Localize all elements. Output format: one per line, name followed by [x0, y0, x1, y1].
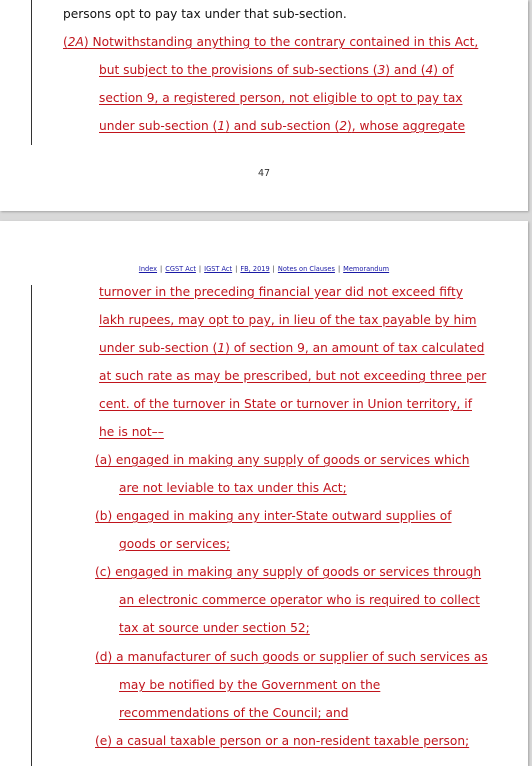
text-line: persons opt to pay tax under that sub-section. — [63, 7, 347, 21]
amended-text-line: at such rate as may be prescribed, but not exceeding three per — [99, 369, 487, 383]
document-page-47 — [0, 0, 528, 211]
clause-b-line: (b) engaged in making any inter-State outward supplies of — [95, 509, 452, 523]
clause-e-line: (e) a casual taxable person or a non-resident taxable person; — [95, 734, 470, 748]
fb-2019-link[interactable]: FB, 2019 — [240, 265, 270, 273]
nav-separator: | — [235, 265, 238, 273]
margin-bar — [31, 285, 32, 766]
clause-c-line: an electronic commerce operator who is required to collect — [119, 593, 480, 607]
amended-text-line: cent. of the turnover in State or turnover in Union territory, if — [99, 397, 472, 411]
clause-c-line: tax at source under section 52; — [119, 621, 310, 635]
nav-links — [0, 265, 528, 273]
amended-text-line: under sub-section (1) of section 9, an amount of tax calculated — [99, 341, 485, 355]
nav-separator: | — [198, 265, 202, 273]
amended-text-line: (2A) Notwithstanding anything to the contrary contained in this Act, — [63, 35, 479, 49]
notes-on-clauses-link[interactable]: Notes on Clauses — [277, 265, 335, 273]
memorandum-link[interactable]: Memorandum — [343, 265, 390, 273]
amended-text-line: lakh rupees, may opt to pay, in lieu of the tax payable by him — [99, 313, 477, 327]
clause-b-line: goods or services; — [119, 537, 231, 551]
cgst-act-link[interactable]: CGST Act — [165, 265, 196, 273]
nav-separator: | — [160, 265, 163, 273]
nav-separator: | — [337, 265, 341, 273]
amended-text-line: he is not–– — [99, 425, 164, 439]
index-link[interactable]: Index — [138, 265, 158, 273]
clause-a-line: (a) engaged in making any supply of goods or services which — [95, 453, 470, 467]
amended-text-line: under sub-section (1) and sub-section (2), whose aggregate — [99, 119, 466, 133]
amended-text-line: but subject to the provisions of sub-sections (3) and (4) of — [99, 63, 454, 77]
clause-d-line: may be notified by the Government on the — [119, 678, 381, 692]
nav-separator: | — [272, 265, 275, 273]
clause-d-line: recommendations of the Council; and — [119, 706, 349, 720]
page-number: 47 — [257, 168, 271, 179]
clause-a-line: are not leviable to tax under this Act; — [119, 481, 347, 495]
document-page-48 — [0, 221, 528, 766]
margin-bar — [31, 0, 32, 145]
amended-text-line: turnover in the preceding financial year did not exceed fifty — [99, 285, 463, 299]
clause-c-line: (c) engaged in making any supply of goods or services through — [95, 565, 482, 579]
amended-text-line: section 9, a registered person, not eligible to opt to pay tax — [99, 91, 463, 105]
igst-act-link[interactable]: IGST Act — [204, 265, 233, 273]
clause-d-line: (d) a manufacturer of such goods or supplier of such services as — [95, 650, 488, 664]
